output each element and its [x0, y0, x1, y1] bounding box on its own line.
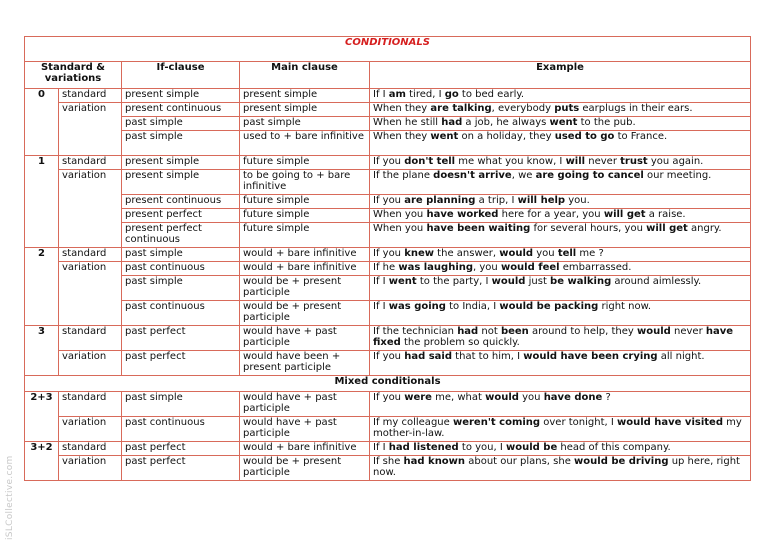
example-text: If you — [373, 351, 405, 362]
example-text: a raise. — [645, 209, 686, 220]
example-text: earplugs in their ears. — [579, 103, 693, 114]
example-text: When you — [373, 209, 427, 220]
example-emphasis: will — [565, 156, 586, 167]
main-clause-cell: would be + present participle — [240, 301, 370, 326]
example-text: If I — [373, 89, 389, 100]
main-clause-cell: present simple — [240, 103, 370, 117]
watermark: iSLCollective.com — [5, 455, 15, 540]
table-row — [25, 392, 751, 417]
example-text: When he still — [373, 117, 442, 128]
example-text: If I — [373, 442, 389, 453]
example-text: , we — [511, 170, 536, 181]
variation-kind: variation — [59, 103, 122, 156]
table-row — [25, 117, 751, 131]
table-row — [25, 209, 751, 223]
example-text: If the technician — [373, 326, 458, 337]
example-emphasis: tell — [557, 248, 577, 259]
example-emphasis: trust — [620, 156, 648, 167]
conditional-type: 2+3 — [25, 392, 59, 442]
if-clause-cell: past simple — [122, 248, 240, 262]
main-clause-cell: future simple — [240, 195, 370, 209]
example-text: never — [670, 326, 706, 337]
main-clause-cell: future simple — [240, 156, 370, 170]
example-text: just — [525, 276, 551, 287]
example-text: around to help, they — [528, 326, 638, 337]
example-emphasis: went — [388, 276, 417, 287]
example-text: to the party, I — [416, 276, 492, 287]
table-row — [25, 131, 751, 156]
main-clause-cell: would have + past participle — [240, 326, 370, 351]
example-text: over tonight, I — [540, 417, 617, 428]
example-text: If you — [373, 392, 405, 403]
if-clause-cell: present simple — [122, 89, 240, 103]
example-emphasis: would be driving — [574, 456, 669, 467]
example-text: If my colleague — [373, 417, 453, 428]
example-text: head of this company. — [557, 442, 671, 453]
example-emphasis: will get — [603, 209, 646, 220]
main-clause-cell: present simple — [240, 89, 370, 103]
example-text: If you — [373, 248, 405, 259]
example-text: here for a year, you — [498, 209, 604, 220]
example-text: that to him, I — [452, 351, 524, 362]
example-emphasis: would have visited — [616, 417, 723, 428]
example-text: not — [478, 326, 501, 337]
example-cell — [370, 156, 751, 170]
main-clause-cell: would + bare infinitive — [240, 262, 370, 276]
example-emphasis: would have been crying — [523, 351, 658, 362]
if-clause-cell: past continuous — [122, 417, 240, 442]
table-row — [25, 442, 751, 456]
example-cell — [370, 131, 751, 156]
example-text: me what you know, I — [455, 156, 566, 167]
table-row — [25, 248, 751, 262]
table-row — [25, 103, 751, 117]
example-cell — [370, 301, 751, 326]
example-text: tired, I — [405, 89, 445, 100]
example-emphasis: had said — [404, 351, 452, 362]
conditional-type: 1 — [25, 156, 59, 248]
example-text: to the pub. — [577, 117, 636, 128]
variation-kind: standard — [59, 89, 122, 103]
example-emphasis: weren't coming — [452, 417, 541, 428]
if-clause-cell: present simple — [122, 170, 240, 195]
example-text: about our plans, she — [465, 456, 575, 467]
main-clause-cell: to be going to + bare infinitive — [240, 170, 370, 195]
if-clause-cell: present perfect continuous — [122, 223, 240, 248]
example-text: If I — [373, 276, 389, 287]
conditionals-table — [24, 36, 751, 481]
example-cell — [370, 262, 751, 276]
table-row — [25, 89, 751, 103]
table-row — [25, 456, 751, 481]
example-text: me ? — [576, 248, 604, 259]
example-text: If the plane — [373, 170, 434, 181]
example-cell — [370, 223, 751, 248]
variation-kind: variation — [59, 456, 122, 481]
example-emphasis: went — [430, 131, 459, 142]
example-emphasis: had — [457, 326, 479, 337]
example-text: all night. — [657, 351, 705, 362]
header-if-clause: If-clause — [122, 62, 240, 89]
example-cell — [370, 209, 751, 223]
example-cell — [370, 89, 751, 103]
main-clause-cell: would have + past participle — [240, 392, 370, 417]
example-cell — [370, 326, 751, 351]
example-emphasis: been — [500, 326, 529, 337]
example-emphasis: would be — [505, 442, 558, 453]
example-emphasis: had listened — [388, 442, 459, 453]
example-cell — [370, 117, 751, 131]
if-clause-cell: past simple — [122, 276, 240, 301]
if-clause-cell: past simple — [122, 392, 240, 417]
example-text: around aimlessly. — [611, 276, 702, 287]
example-text: , everybody — [491, 103, 555, 114]
example-emphasis: are planning — [404, 195, 476, 206]
example-emphasis: will help — [517, 195, 566, 206]
example-emphasis: had known — [403, 456, 466, 467]
example-emphasis: go — [444, 89, 459, 100]
example-emphasis: have been waiting — [426, 223, 531, 234]
main-clause-cell: would + bare infinitive — [240, 248, 370, 262]
variation-kind: standard — [59, 392, 122, 417]
example-cell — [370, 195, 751, 209]
main-clause-cell: would be + present participle — [240, 276, 370, 301]
if-clause-cell: past simple — [122, 131, 240, 156]
example-emphasis: would — [637, 326, 671, 337]
example-text: When they — [373, 131, 431, 142]
example-emphasis: are going to cancel — [535, 170, 644, 181]
example-text: a trip, I — [475, 195, 518, 206]
example-text: the problem so quickly. — [400, 337, 520, 348]
table-row — [25, 170, 751, 195]
conditional-type: 3 — [25, 326, 59, 376]
example-text: on a holiday, they — [458, 131, 555, 142]
table-row — [25, 417, 751, 442]
table-row — [25, 326, 751, 351]
main-clause-cell: used to + bare infinitive — [240, 131, 370, 156]
header-example: Example — [370, 62, 751, 89]
example-emphasis: would feel — [500, 262, 560, 273]
example-text: If he — [373, 262, 399, 273]
table-row — [25, 156, 751, 170]
example-text: When they — [373, 103, 431, 114]
conditional-type: 3+2 — [25, 442, 59, 481]
variation-kind: variation — [59, 170, 122, 248]
header-standard: Standard & variations — [25, 62, 122, 89]
example-emphasis: puts — [554, 103, 580, 114]
example-text: to France. — [614, 131, 668, 142]
main-clause-cell: would be + present participle — [240, 456, 370, 481]
main-clause-cell: would + bare infinitive — [240, 442, 370, 456]
example-emphasis: were — [404, 392, 432, 403]
if-clause-cell: present continuous — [122, 103, 240, 117]
mixed-conditionals-heading: Mixed conditionals — [25, 376, 751, 392]
if-clause-cell: past simple — [122, 117, 240, 131]
example-emphasis: was going — [388, 301, 446, 312]
example-emphasis: have worked — [426, 209, 499, 220]
variation-kind: variation — [59, 351, 122, 376]
table-row — [25, 351, 751, 376]
example-emphasis: doesn't arrive — [433, 170, 512, 181]
example-text: ? — [602, 392, 611, 403]
example-text: up here, right now. — [373, 456, 740, 478]
example-emphasis: have done — [543, 392, 603, 403]
if-clause-cell: past perfect — [122, 456, 240, 481]
example-text: our meeting. — [643, 170, 712, 181]
example-text: you again. — [647, 156, 704, 167]
example-emphasis: will get — [646, 223, 688, 234]
main-clause-cell: future simple — [240, 223, 370, 248]
table-row — [25, 276, 751, 301]
example-emphasis: be walking — [550, 276, 612, 287]
example-emphasis: am — [388, 89, 406, 100]
if-clause-cell: past continuous — [122, 301, 240, 326]
example-emphasis: have fixed — [373, 326, 734, 348]
example-text: to bed early. — [458, 89, 525, 100]
example-emphasis: used to go — [554, 131, 615, 142]
example-text: never — [585, 156, 621, 167]
example-cell — [370, 103, 751, 117]
variation-kind: standard — [59, 248, 122, 262]
example-text: to India, I — [445, 301, 500, 312]
main-clause-cell: future simple — [240, 209, 370, 223]
main-clause-cell: past simple — [240, 117, 370, 131]
example-text: to you, I — [458, 442, 506, 453]
example-emphasis: would — [485, 392, 519, 403]
example-emphasis: would be packing — [499, 301, 599, 312]
example-text: right now. — [598, 301, 652, 312]
example-cell — [370, 276, 751, 301]
page-title: CONDITIONALS — [25, 37, 751, 62]
example-emphasis: went — [549, 117, 578, 128]
if-clause-cell: past continuous — [122, 262, 240, 276]
variation-kind: standard — [59, 326, 122, 351]
example-cell — [370, 392, 751, 417]
example-text: angry. — [687, 223, 722, 234]
example-text: you — [533, 248, 558, 259]
example-cell — [370, 456, 751, 481]
if-clause-cell: past perfect — [122, 442, 240, 456]
example-text: If I — [373, 301, 389, 312]
conditional-type: 2 — [25, 248, 59, 326]
example-text: If she — [373, 456, 404, 467]
table-row — [25, 262, 751, 276]
example-text: for several hours, you — [530, 223, 647, 234]
example-emphasis: would — [499, 248, 534, 259]
example-text: you. — [565, 195, 590, 206]
example-emphasis: knew — [404, 248, 434, 259]
example-text: you — [518, 392, 544, 403]
example-text: a job, he always — [462, 117, 550, 128]
if-clause-cell: past perfect — [122, 326, 240, 351]
example-cell — [370, 170, 751, 195]
example-text: the answer, — [434, 248, 500, 259]
variation-kind: standard — [59, 156, 122, 170]
conditionals-sheet — [24, 36, 750, 481]
example-emphasis: don't tell — [404, 156, 456, 167]
variation-kind: variation — [59, 417, 122, 442]
main-clause-cell: would have + past participle — [240, 417, 370, 442]
if-clause-cell: present continuous — [122, 195, 240, 209]
main-clause-cell: would have been + present participle — [240, 351, 370, 376]
example-emphasis: would — [491, 276, 526, 287]
example-text: me, what — [431, 392, 486, 403]
example-text: embarrassed. — [559, 262, 632, 273]
example-cell — [370, 351, 751, 376]
table-row — [25, 301, 751, 326]
example-text: If you — [373, 156, 405, 167]
conditional-type: 0 — [25, 89, 59, 156]
if-clause-cell: past perfect — [122, 351, 240, 376]
example-cell — [370, 248, 751, 262]
example-text: , you — [473, 262, 501, 273]
example-text: When you — [373, 223, 427, 234]
example-emphasis: are talking — [430, 103, 492, 114]
variation-kind: variation — [59, 262, 122, 326]
if-clause-cell: present simple — [122, 156, 240, 170]
variation-kind: standard — [59, 442, 122, 456]
table-row — [25, 195, 751, 209]
example-text: If you — [373, 195, 405, 206]
example-text: my mother-in-law. — [373, 417, 742, 439]
example-cell — [370, 417, 751, 442]
example-emphasis: was laughing — [398, 262, 474, 273]
header-main-clause: Main clause — [240, 62, 370, 89]
example-cell — [370, 442, 751, 456]
if-clause-cell: present perfect — [122, 209, 240, 223]
table-row — [25, 223, 751, 248]
example-emphasis: had — [441, 117, 463, 128]
